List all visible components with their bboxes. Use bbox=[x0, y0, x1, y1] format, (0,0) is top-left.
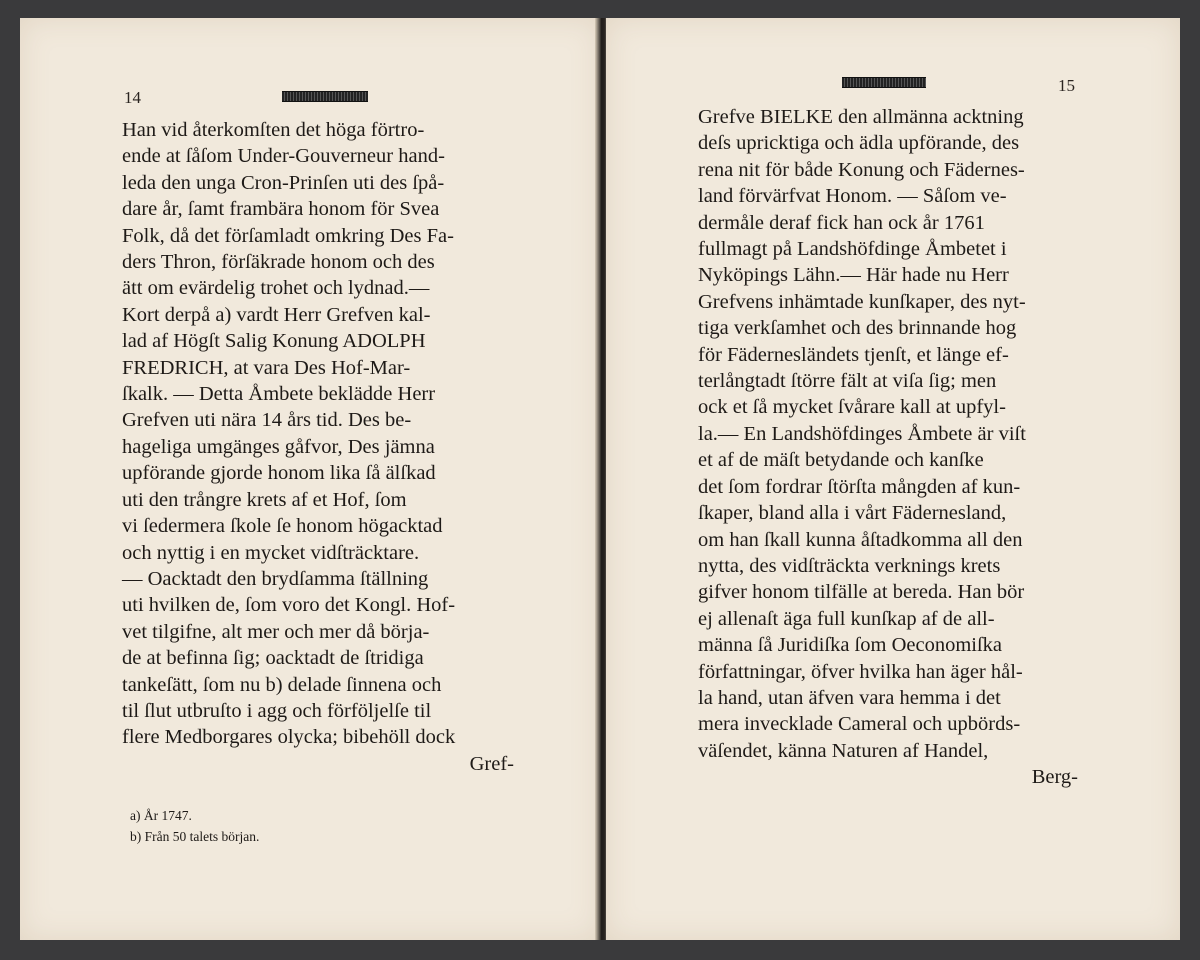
text-line: upförande gjorde honom lika ſå älſkad bbox=[122, 462, 436, 485]
text-line: nytta, des vidſträckta verknings krets bbox=[698, 554, 1001, 577]
text-line: för Fädernesländets tjenſt, et länge ef- bbox=[698, 343, 1009, 366]
text-line: land förvärfvat Honom. — Såſom ve- bbox=[698, 185, 1007, 208]
text-line: Grefve BIELKE den allmänna acktning bbox=[698, 106, 1024, 128]
text-line: uti den trångre krets af et Hof, ſom bbox=[122, 488, 407, 511]
text-line: uti hvilken de, ſom voro det Kongl. Hof- bbox=[122, 594, 456, 617]
text-line: ock et ſå mycket ſvårare kall at upfyl- bbox=[698, 396, 1006, 419]
text-line: mera invecklade Cameral och upbörds- bbox=[698, 713, 1021, 736]
header-ornament-left bbox=[282, 91, 368, 102]
text-line: ders Thron, förſäkrade honom och des bbox=[122, 251, 435, 274]
text-line: gifver honom tilfälle at bereda. Han bör bbox=[698, 581, 1025, 604]
text-line: det ſom fordrar ſtörſta mångden af kun- bbox=[698, 475, 1021, 498]
text-line: ſkaper, bland alla i vårt Fädernesland, bbox=[698, 502, 1007, 525]
text-line: terlångtadt ſtörre fält at viſa ſig; men bbox=[698, 370, 997, 393]
text-line: deſs upricktiga och ädla upförande, des bbox=[698, 132, 1020, 155]
catchword: Berg- bbox=[1031, 766, 1078, 789]
text-line: de at befinna ſig; oacktadt de ſtridiga bbox=[122, 647, 424, 670]
text-line: leda den unga Cron-Prinſen uti des ſpå- bbox=[122, 171, 445, 194]
text-line: et af de mäſt betydande och kanſke bbox=[698, 449, 984, 472]
text-line: om han ſkall kunna åſtadkomma all den bbox=[698, 528, 1023, 551]
text-line: hageliga umgänges gåfvor, Des jämna bbox=[122, 435, 435, 458]
text-line: Folk, då det förſamladt omkring Des Fa- bbox=[122, 224, 454, 247]
text-line: FREDRICH, at vara Des Hof-Mar- bbox=[122, 356, 411, 379]
text-line: — Oacktadt den brydſamma ſtällning bbox=[122, 567, 429, 590]
text-line: ſkalk. — Detta Åmbete beklädde Herr bbox=[122, 383, 436, 406]
right-body-text bbox=[698, 104, 1078, 791]
left-page bbox=[20, 18, 600, 940]
header-ornament-right bbox=[842, 77, 926, 88]
page-number-left: 14 bbox=[124, 88, 141, 107]
text-line: vet tilgifne, alt mer och mer då börja- bbox=[122, 620, 430, 643]
text-line: la hand, utan äfven vara hemma i det bbox=[698, 686, 1001, 709]
text-line: Grefven uti nära 14 års tid. Des be- bbox=[122, 409, 412, 432]
text-line: och nyttig i en mycket vidſträcktare. bbox=[122, 541, 420, 564]
text-line: författningar, öfver hvilka han äger hål- bbox=[698, 660, 1023, 683]
text-line: la.— En Landshöfdinges Åmbete är viſt bbox=[698, 422, 1026, 445]
text-line: ej allenaſt äga full kunſkap af de all- bbox=[698, 607, 995, 630]
footnote: a) År 1747. bbox=[130, 808, 192, 823]
text-line: tiga verkſamhet och des brinnande hog bbox=[698, 317, 1017, 340]
text-line: Nyköpings Lähn.— Här hade nu Herr bbox=[698, 264, 1009, 287]
text-line: dermåle deraf fick han ock år 1761 bbox=[698, 211, 985, 234]
right-page bbox=[606, 18, 1180, 940]
text-line: tankeſätt, ſom nu b) delade ſinnena och bbox=[122, 673, 442, 696]
text-line: Kort derpå a) vardt Herr Grefven kal- bbox=[122, 303, 431, 326]
text-line: fullmagt på Landshöfdinge Åmbetet i bbox=[698, 238, 1007, 261]
text-line: lad af Högſt Salig Konung ADOLPH bbox=[122, 330, 426, 353]
page-number-right: 15 bbox=[1058, 76, 1075, 95]
text-line: dare år, ſamt frambära honom för Svea bbox=[122, 198, 440, 221]
text-line: väſendet, känna Naturen af Handel, bbox=[698, 739, 989, 762]
left-body-text bbox=[122, 117, 514, 777]
text-line: ende at ſåſom Under-Gouverneur hand- bbox=[122, 145, 445, 168]
text-line: vi ſedermera ſkole ſe honom högacktad bbox=[122, 515, 443, 538]
text-line: männa ſå Juridiſka ſom Oeconomiſka bbox=[698, 634, 1003, 657]
text-line: ätt om evärdelig trohet och lydnad.— bbox=[122, 277, 430, 300]
text-line: Han vid återkomſten det höga förtro- bbox=[122, 119, 425, 141]
text-line: Grefvens inhämtade kunſkaper, des nyt- bbox=[698, 290, 1026, 313]
text-line: flere Medborgares olycka; bibehöll dock bbox=[122, 726, 456, 749]
left-footnotes bbox=[130, 805, 430, 847]
footnote: b) Från 50 talets början. bbox=[130, 829, 260, 844]
text-line: til ſlut utbruſto i agg och förföljelſe til bbox=[122, 699, 432, 722]
text-line: rena nit för både Konung och Fädernes- bbox=[698, 158, 1025, 181]
catchword: Gref- bbox=[469, 752, 514, 775]
